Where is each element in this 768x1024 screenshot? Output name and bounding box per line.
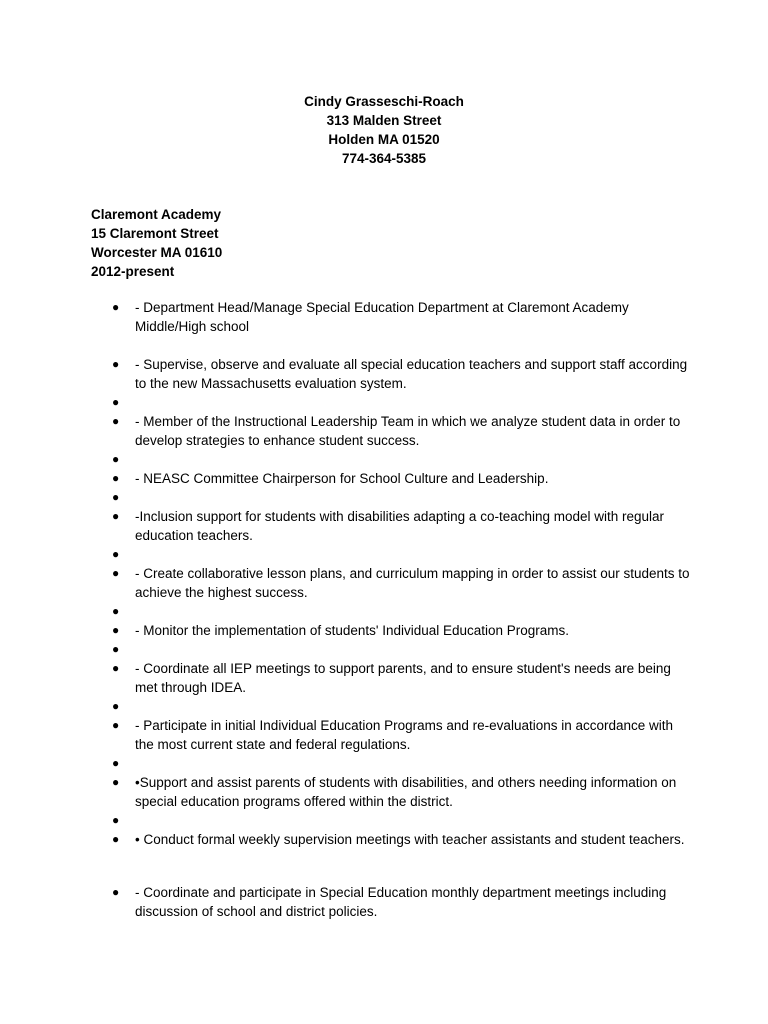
bullet-icon: ●: [112, 813, 120, 827]
list-item-text: • Conduct formal weekly supervision meetings with teacher assistants and student teachers.: [135, 832, 685, 847]
list-item-text: - Create collaborative lesson plans, and curriculum mapping in order to assist our students to achieve the highest success.: [135, 566, 690, 600]
employer-name: Claremont Academy: [91, 207, 222, 222]
bullet-icon: ●: [112, 604, 120, 618]
bullet-icon: ●: [112, 471, 120, 485]
applicant-street: 313 Malden Street: [326, 113, 442, 128]
list-item-text: -Inclusion support for students with disabilities adapting a co-teaching model with regular education teachers.: [135, 509, 665, 543]
contact-header: [0, 92, 768, 168]
bullet-icon: ●: [112, 623, 120, 637]
employment-dates: 2012-present: [91, 264, 175, 279]
bullet-icon: ●: [112, 547, 120, 561]
bullet-icon: ●: [112, 699, 120, 713]
applicant-phone: 774-364-5385: [341, 151, 427, 166]
employer-block: [91, 205, 222, 281]
bullet-icon: ●: [112, 300, 120, 314]
list-item-text: - NEASC Committee Chairperson for School Culture and Leadership.: [135, 471, 549, 486]
employer-city: Worcester MA 01610: [91, 245, 223, 260]
list-item-text: - Participate in initial Individual Education Programs and re-evaluations in accordance with the most current state and federal regulations.: [135, 718, 674, 752]
list-item-text: - Monitor the implementation of students' Individual Education Programs.: [135, 623, 570, 638]
list-item-text: •Support and assist parents of students with disabilities, and others needing information on special education programs offered within the district.: [135, 775, 677, 809]
applicant-name: Cindy Grasseschi-Roach: [304, 94, 464, 109]
bullet-icon: ●: [112, 452, 120, 466]
applicant-city: Holden MA 01520: [328, 132, 440, 147]
bullet-icon: ●: [112, 832, 120, 846]
bullet-icon: ●: [112, 718, 120, 732]
bullet-icon: ●: [112, 395, 120, 409]
bullet-icon: ●: [112, 756, 120, 770]
list-item-text: - Department Head/Manage Special Education Department at Claremont Academy Middle/High school: [135, 300, 629, 334]
bullet-icon: ●: [112, 885, 120, 899]
bullet-icon: ●: [112, 414, 120, 428]
bullet-icon: ●: [112, 566, 120, 580]
list-item-text: - Member of the Instructional Leadership Team in which we analyze student data in order to develop strategies to enhance student success.: [135, 414, 681, 448]
bullet-icon: ●: [112, 775, 120, 789]
list-item-text: - Supervise, observe and evaluate all special education teachers and support staff according to the new Massachusetts evaluation system.: [135, 357, 688, 391]
bullet-icon: ●: [112, 509, 120, 523]
list-item-text: - Coordinate and participate in Special Education monthly department meetings including discussion of school and district policies.: [135, 885, 667, 919]
employer-street: 15 Claremont Street: [91, 226, 219, 241]
bullet-icon: ●: [112, 661, 120, 675]
bullet-icon: ●: [112, 490, 120, 504]
list-item-text: - Coordinate all IEP meetings to support parents, and to ensure student's needs are being met through IDEA.: [135, 661, 671, 695]
bullet-icon: ●: [112, 642, 120, 656]
bullet-icon: ●: [112, 357, 120, 371]
